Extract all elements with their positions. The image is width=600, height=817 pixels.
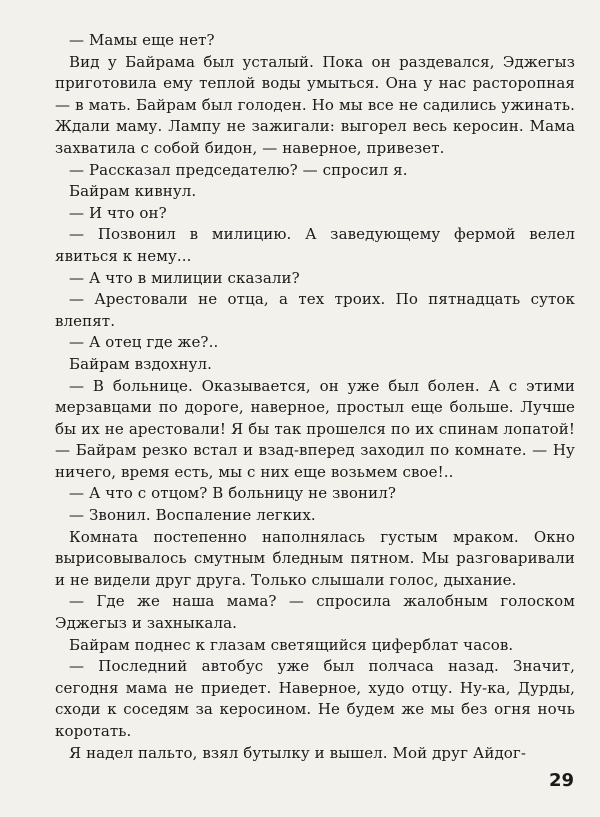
paragraph: Я надел пальто, взял бутылку и вышел. Мой друг Айдог- <box>69 743 527 762</box>
paragraph: — В больнице. Оказывается, он уже был болен. А с этими мерзавцами по дороге, наверное, простыл еще больше. Лучше бы их не арестовали! Я бы так прошелся по их спинам лопатой! — Байрам резко встал и взад-вперед заходил по комнате. — Ну ничего, время есть, мы с них еще возьмем свое!.. <box>55 376 575 481</box>
paragraph: — Последний автобус уже был полчаса назад. Значит, сегодня мама не приедет. Наверное, худо отцу. Ну-ка, Дурды, сходи к соседям за керосином. Не будем же мы без огня ночь коротать. <box>55 657 575 740</box>
paragraph: — Арестовали не отца, а тех троих. По пятнадцать суток влепят. <box>55 290 575 330</box>
paragraph: Комната постепенно наполнялась густым мраком. Окно вырисовывалось смутным бледным пятном. Мы разговаривали и не видели друг друга. Только слышали голос, дыхание. <box>55 527 575 589</box>
paragraph: Байрам поднес к глазам светящийся циферблат часов. <box>69 635 514 654</box>
paragraph: — А что в милиции сказали? <box>69 268 300 287</box>
paragraph: — Где же наша мама? — спросила жалобным голоском Эджегыз и захныкала. <box>55 592 575 633</box>
paragraph: Байрам вздохнул. <box>69 354 213 373</box>
paragraph: Вид у Байрама был усталый. Пока он раздевался, Эджегыз приготовила ему теплой воды умыться. Она у нас расторопная — в мать. Байрам был голоден. Но мы все не садились ужинать. Ждали маму. Лампу не зажигали: выгорел весь керосин. Мама захватила с собой бидон, — наверное, привезет. <box>55 52 575 157</box>
paragraph: — Звонил. Воспаление легких. <box>69 506 316 525</box>
paragraph: — А что с отцом? В больницу не звонил? <box>69 484 397 503</box>
paragraph: Байрам кивнул. <box>69 182 197 201</box>
page-number: 29 <box>548 770 574 791</box>
paragraph: — Позвонил в милицию. А заведующему фермой велел явиться к нему... <box>55 225 575 265</box>
paragraph: — И что он? <box>69 203 167 222</box>
paragraph: — Мамы еще нет? <box>69 31 215 49</box>
paragraph: — Рассказал председателю? — спросил я. <box>69 160 408 179</box>
paragraph: — А отец где же?.. <box>69 333 219 352</box>
page-text <box>55 30 575 764</box>
